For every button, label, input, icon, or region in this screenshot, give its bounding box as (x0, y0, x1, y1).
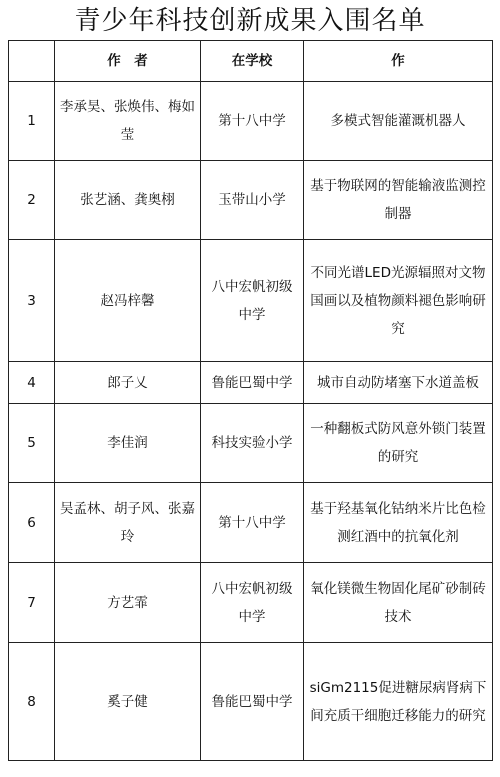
row-work: siGm2115促进糖尿病肾病下间充质干细胞迁移能力的研究 (304, 643, 493, 761)
row-work: 多模式智能灌溉机器人 (304, 82, 493, 161)
row-work: 氧化镁微生物固化尾矿砂制砖技术 (304, 563, 493, 643)
row-number: 4 (9, 362, 55, 404)
row-author: 吴孟林、胡子风、张嘉玲 (55, 483, 201, 563)
table-row (9, 240, 493, 362)
table-row (9, 82, 493, 161)
row-school: 科技实验小学 (201, 404, 304, 483)
table-row (9, 483, 493, 563)
page-title: 青少年科技创新成果入围名单 (74, 6, 426, 36)
table-header-row (9, 41, 493, 82)
row-number: 1 (9, 82, 55, 161)
row-school: 第十八中学 (201, 82, 304, 161)
row-number: 7 (9, 563, 55, 643)
row-number: 2 (9, 161, 55, 240)
row-work: 基于物联网的智能输液监测控制器 (304, 161, 493, 240)
nominee-table (8, 40, 493, 761)
table-row (9, 404, 493, 483)
table-row (9, 563, 493, 643)
row-work: 不同光谱LED光源辐照对文物国画以及植物颜料褪色影响研究 (304, 240, 493, 362)
row-school: 第十八中学 (201, 483, 304, 563)
row-author: 李承昊、张焕伟、梅如莹 (55, 82, 201, 161)
row-work: 城市自动防堵塞下水道盖板 (304, 362, 493, 404)
row-number: 6 (9, 483, 55, 563)
table-row (9, 362, 493, 404)
row-school: 八中宏帆初级中学 (201, 240, 304, 362)
row-school: 鲁能巴蜀中学 (201, 643, 304, 761)
table-row (9, 161, 493, 240)
row-work: 基于羟基氧化钴纳米片比色检测红酒中的抗氧化剂 (304, 483, 493, 563)
row-author: 奚子健 (55, 643, 201, 761)
row-author: 郎子乂 (55, 362, 201, 404)
row-number: 3 (9, 240, 55, 362)
row-number: 5 (9, 404, 55, 483)
header-num (9, 41, 55, 82)
header-work: 作 (304, 41, 493, 82)
row-author: 张艺涵、龚奥栩 (55, 161, 201, 240)
row-author: 方艺霏 (55, 563, 201, 643)
row-school: 鲁能巴蜀中学 (201, 362, 304, 404)
table-row (9, 643, 493, 761)
row-author: 李佳润 (55, 404, 201, 483)
row-school: 玉带山小学 (201, 161, 304, 240)
header-school: 在学校 (201, 41, 304, 82)
header-author: 作 者 (55, 41, 201, 82)
row-author: 赵冯梓馨 (55, 240, 201, 362)
row-number: 8 (9, 643, 55, 761)
row-work: 一种翻板式防风意外锁门装置的研究 (304, 404, 493, 483)
row-school: 八中宏帆初级中学 (201, 563, 304, 643)
